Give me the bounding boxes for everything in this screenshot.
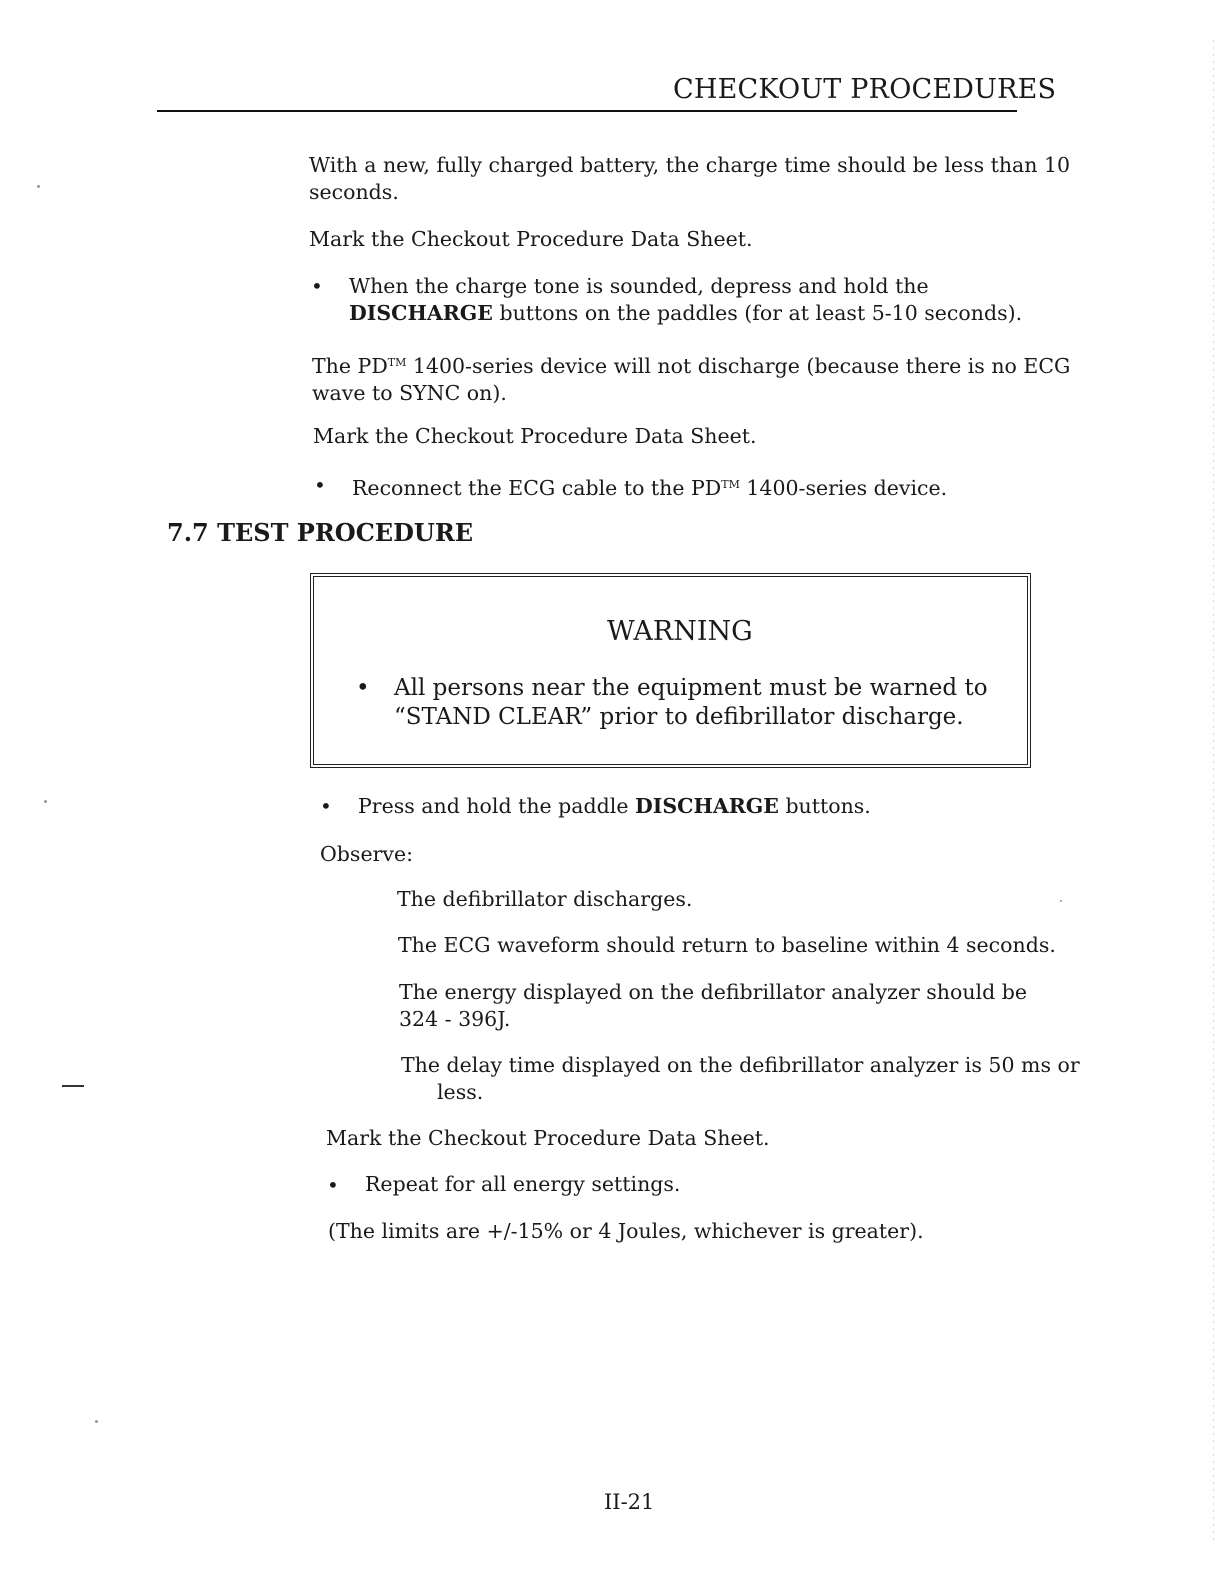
scan-speck (37, 185, 40, 188)
discharge-keyword: DISCHARGE (349, 301, 493, 325)
observation-energy (399, 979, 1027, 1033)
discharge-hold-line-2 (349, 300, 1022, 327)
delay-line-1: The delay time displayed on the defibrillator analyzer is 50 ms or (401, 1053, 1080, 1077)
reconnect-rest: 1400-series device. (739, 476, 948, 500)
bullet-1: • (311, 274, 323, 298)
mark-data-sheet-2: Mark the Checkout Procedure Data Sheet. (313, 424, 757, 448)
pd-label: The PD (312, 354, 388, 378)
mark-data-sheet-3: Mark the Checkout Procedure Data Sheet. (326, 1126, 770, 1150)
warning-bullet: • (356, 675, 370, 701)
limits-note: (The limits are +/-15% or 4 Joules, whichever is greater). (328, 1219, 924, 1243)
press-hold-rest: buttons. (778, 794, 871, 818)
no-discharge-rest: 1400-series device will not discharge (because there is no ECG (406, 354, 1071, 378)
energy-line-2: 324 - 396J. (399, 1007, 511, 1031)
warning-text (394, 674, 988, 732)
observation-discharges: The defibrillator discharges. (397, 887, 693, 911)
warning-line-2: “STAND CLEAR” prior to defibrillator discharge. (394, 704, 964, 730)
warning-line-1: All persons near the equipment must be warned to (394, 675, 988, 701)
discharge-keyword: DISCHARGE (634, 794, 779, 818)
scan-margin-dots (1213, 40, 1214, 1540)
no-discharge-line-1 (312, 349, 1070, 380)
paragraph-charge-time (309, 152, 1070, 206)
bullet-item-discharge-hold (349, 273, 1022, 327)
warning-box (310, 573, 1031, 768)
delay-line-2: less. (437, 1080, 484, 1104)
bullet-item-press-hold (358, 793, 871, 820)
energy-line-1: The energy displayed on the defibrillator analyzer should be (399, 980, 1028, 1004)
discharge-hold-line-1: When the charge tone is sounded, depress and hold the (349, 274, 929, 298)
bullet-4: • (327, 1173, 339, 1197)
mark-data-sheet-1: Mark the Checkout Procedure Data Sheet. (309, 227, 753, 251)
charge-time-line-2: seconds. (309, 180, 399, 204)
scan-speck (95, 1420, 98, 1423)
bullet-item-repeat: Repeat for all energy settings. (365, 1172, 681, 1196)
discharge-hold-line-2-rest: buttons on the paddles (for at least 5-10 seconds). (492, 301, 1023, 325)
trademark: TM (721, 478, 740, 491)
charge-time-line-1: With a new, fully charged battery, the charge time should be less than 10 (309, 153, 1071, 177)
scan-mark (62, 1085, 84, 1087)
no-discharge-line-2: wave to SYNC on). (312, 381, 507, 405)
running-header: CHECKOUT PROCEDURES (673, 74, 1057, 105)
reconnect-pre: Reconnect the ECG cable to the PD (352, 476, 722, 500)
observe-label: Observe: (320, 842, 414, 866)
press-hold-pre: Press and hold the paddle (358, 794, 635, 818)
observation-delay (401, 1052, 1080, 1106)
scan-speck (1060, 900, 1062, 902)
warning-title: WARNING (607, 616, 753, 647)
paragraph-no-discharge (312, 349, 1070, 407)
scan-speck (44, 800, 47, 803)
bullet-2: • (314, 473, 326, 497)
trademark: TM (387, 356, 407, 369)
observation-ecg-baseline: The ECG waveform should return to baseline within 4 seconds. (398, 933, 1056, 957)
bullet-item-reconnect-ecg (352, 471, 947, 502)
header-rule (157, 110, 1017, 112)
section-heading: 7.7 TEST PROCEDURE (167, 518, 474, 547)
page-number: II-21 (604, 1490, 655, 1514)
bullet-3: • (320, 794, 332, 818)
